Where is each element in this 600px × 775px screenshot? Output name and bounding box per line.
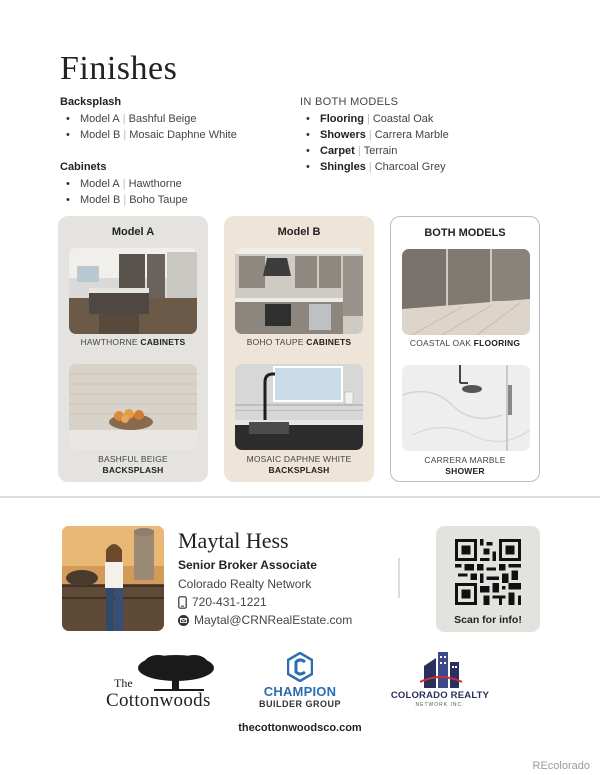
- model-label: Model B: [80, 194, 121, 206]
- finish-value: Coastal Oak: [372, 113, 434, 125]
- tree-icon: [136, 654, 216, 692]
- logo-text: NETWORK INC.: [415, 702, 465, 708]
- logo-text: BUILDER GROUP: [258, 699, 341, 709]
- card-title: Model A: [111, 226, 155, 238]
- bashful-beige-backsplash-photo: [69, 364, 197, 450]
- model-label: Model A: [80, 113, 120, 125]
- both-models-card: [390, 216, 540, 482]
- list-item: • Model B | Mosaic Daphne White: [66, 127, 290, 143]
- champion-emblem-icon: [287, 652, 313, 682]
- photo-caption: HAWTHORNE CABINETS: [80, 337, 186, 347]
- photo-caption: BOHO TAUPE CABINETS: [246, 337, 352, 347]
- logo-text: COLORADO REALTY: [390, 690, 490, 701]
- finish-lists-left: [60, 96, 290, 208]
- finish-lists-right: [300, 96, 540, 175]
- mosaic-daphne-white-backsplash-photo: [235, 364, 363, 450]
- agent-role: Senior Broker Associate: [178, 558, 317, 572]
- agent-email-text: Maytal@CRNRealEstate.com: [194, 613, 353, 627]
- model-b-card: [224, 216, 374, 482]
- backsplash-list: [66, 111, 290, 143]
- watermark: REcolorado: [532, 760, 590, 772]
- agent-phone-text: 720-431-1221: [192, 595, 267, 609]
- agent-company: Colorado Realty Network: [178, 577, 312, 591]
- list-item: • Showers | Carrera Marble: [306, 127, 540, 143]
- card-title: BOTH MODELS: [424, 227, 506, 239]
- both-models-list: [306, 111, 540, 175]
- phone-icon: [178, 596, 187, 609]
- list-item: • Model A | Hawthorne: [66, 176, 290, 192]
- list-item: • Flooring | Coastal Oak: [306, 111, 540, 127]
- cabinets-heading: Cabinets: [60, 161, 107, 173]
- list-item: • Carpet | Terrain: [306, 143, 540, 159]
- list-item: • Model B | Boho Taupe: [66, 192, 290, 208]
- both-models-heading: IN BOTH MODELS: [300, 96, 399, 108]
- card-title: Model B: [277, 226, 321, 238]
- coastal-oak-flooring-photo: [402, 249, 530, 335]
- qr-code-icon: [455, 538, 521, 606]
- finish-value: Mosaic Daphne White: [129, 129, 237, 141]
- finish-label: Flooring: [320, 113, 364, 125]
- section-divider: [0, 496, 600, 498]
- logo-text: Cottonwoods: [106, 690, 211, 711]
- cottonwoods-logo: [100, 652, 220, 714]
- finish-value: Boho Taupe: [129, 194, 188, 206]
- buildings-icon: [420, 652, 462, 688]
- agent-phone[interactable]: [178, 595, 267, 609]
- finish-label: Showers: [320, 129, 366, 141]
- model-label: Model A: [80, 178, 120, 190]
- carrera-marble-shower-photo: [402, 365, 530, 451]
- vertical-divider: [398, 558, 400, 598]
- qr-caption: Scan for info!: [454, 614, 522, 626]
- logo-text: The: [114, 676, 133, 690]
- finish-label: Shingles: [320, 161, 366, 173]
- logo-text: CHAMPION: [263, 684, 337, 699]
- photo-caption: COASTAL OAK FLOORING: [409, 338, 521, 348]
- finish-label: Carpet: [320, 145, 355, 157]
- finish-value: Terrain: [363, 145, 398, 157]
- champion-builder-logo: [244, 652, 356, 714]
- email-icon: [178, 615, 189, 626]
- cabinets-list: [66, 176, 290, 208]
- list-item: • Model A | Bashful Beige: [66, 111, 290, 127]
- finish-value: Carrera Marble: [374, 129, 449, 141]
- backsplash-heading: Backsplash: [60, 96, 122, 108]
- page-title: Finishes: [60, 50, 178, 87]
- qr-panel[interactable]: [436, 526, 540, 632]
- agent-email[interactable]: [178, 613, 352, 627]
- photo-caption: MOSAIC DAPHNE WHITE BACKSPLASH: [246, 454, 352, 475]
- boho-taupe-cabinets-photo: [235, 248, 363, 334]
- colorado-realty-network-logo: [384, 652, 496, 714]
- photo-caption: BASHFUL BEIGE BACKSPLASH: [98, 454, 168, 475]
- agent-name: Maytal Hess: [178, 528, 289, 553]
- website-link[interactable]: thecottonwoodsco.com: [238, 722, 362, 734]
- hawthorne-cabinets-photo: [69, 248, 197, 334]
- finish-value: Charcoal Grey: [374, 161, 446, 173]
- model-label: Model B: [80, 129, 121, 141]
- photo-caption: CARRERA MARBLE SHOWER: [424, 455, 506, 476]
- finish-value: Hawthorne: [128, 178, 182, 190]
- agent-photo: [62, 526, 164, 631]
- model-a-card: [58, 216, 208, 482]
- finish-value: Bashful Beige: [128, 113, 197, 125]
- list-item: • Shingles | Charcoal Grey: [306, 159, 540, 175]
